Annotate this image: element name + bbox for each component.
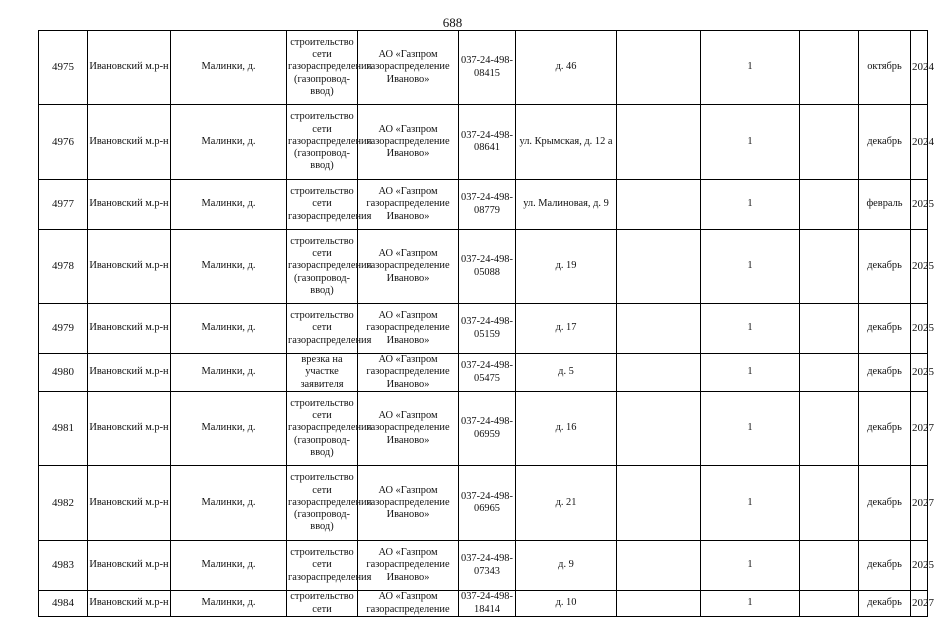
empty-cell <box>617 392 701 466</box>
work-type-cell: строительство сети газораспределения <box>287 304 358 354</box>
quantity-cell: 1 <box>701 180 800 230</box>
application-code-cell: 037-24-498-05088 <box>459 230 516 304</box>
application-code-cell: 037-24-498-18414 <box>459 591 516 617</box>
empty-cell <box>800 180 859 230</box>
record-number-cell: 4979 <box>39 304 88 354</box>
year-cell: 2027 <box>911 591 928 617</box>
organization-cell: АО «Газпром газораспределение Иваново» <box>358 304 459 354</box>
empty-cell <box>800 591 859 617</box>
empty-cell <box>617 591 701 617</box>
empty-cell <box>800 31 859 105</box>
application-code-cell: 037-24-498-06965 <box>459 466 516 541</box>
empty-cell <box>800 392 859 466</box>
quantity-cell: 1 <box>701 591 800 617</box>
gasification-registry-table <box>38 30 934 617</box>
work-type-cell: строительство сети газораспределения (газопровод-ввод) <box>287 392 358 466</box>
table-row <box>39 31 928 105</box>
organization-cell: АО «Газпром газораспределение Иваново» <box>358 180 459 230</box>
record-number-cell: 4984 <box>39 591 88 617</box>
month-cell: декабрь <box>859 541 911 591</box>
district-cell: Ивановский м.р-н <box>88 591 171 617</box>
month-cell: октябрь <box>859 31 911 105</box>
address-cell: д. 46 <box>516 31 617 105</box>
record-number-cell: 4978 <box>39 230 88 304</box>
empty-cell <box>617 466 701 541</box>
empty-cell <box>617 541 701 591</box>
page-number: 688 <box>442 15 463 30</box>
quantity-cell: 1 <box>701 230 800 304</box>
month-cell: декабрь <box>859 304 911 354</box>
empty-cell <box>800 466 859 541</box>
record-number-cell: 4982 <box>39 466 88 541</box>
empty-cell <box>617 180 701 230</box>
table-row <box>39 392 928 466</box>
application-code-cell: 037-24-498-08641 <box>459 105 516 180</box>
record-number-cell: 4975 <box>39 31 88 105</box>
month-cell: февраль <box>859 180 911 230</box>
month-cell: декабрь <box>859 230 911 304</box>
month-cell: декабрь <box>859 105 911 180</box>
year-cell: 2025 <box>911 180 928 230</box>
organization-cell: АО «Газпром газораспределение <box>358 591 459 617</box>
address-cell: д. 5 <box>516 354 617 392</box>
quantity-cell: 1 <box>701 105 800 180</box>
organization-cell: АО «Газпром газораспределение Иваново» <box>358 354 459 392</box>
quantity-cell: 1 <box>701 354 800 392</box>
organization-cell: АО «Газпром газораспределение Иваново» <box>358 541 459 591</box>
year-cell: 2025 <box>911 304 928 354</box>
quantity-cell: 1 <box>701 392 800 466</box>
month-cell: декабрь <box>859 466 911 541</box>
year-cell: 2024 <box>911 105 928 180</box>
table-row <box>39 230 928 304</box>
empty-cell <box>617 105 701 180</box>
year-cell: 2027 <box>911 392 928 466</box>
work-type-cell: врезка на участке заявителя <box>287 354 358 392</box>
work-type-cell: строительство сети газораспределения <box>287 541 358 591</box>
year-cell: 2024 <box>911 31 928 105</box>
address-cell: ул. Крымская, д. 12 а <box>516 105 617 180</box>
organization-cell: АО «Газпром газораспределение Иваново» <box>358 31 459 105</box>
work-type-cell: строительство сети газораспределения (газопровод-ввод) <box>287 31 358 105</box>
application-code-cell: 037-24-498-05159 <box>459 304 516 354</box>
empty-cell <box>617 230 701 304</box>
year-cell: 2025 <box>911 230 928 304</box>
address-cell: д. 16 <box>516 392 617 466</box>
address-cell: ул. Малиновая, д. 9 <box>516 180 617 230</box>
empty-cell <box>800 304 859 354</box>
locality-cell: Малинки, д. <box>171 31 287 105</box>
district-cell: Ивановский м.р-н <box>88 105 171 180</box>
table-body <box>39 31 934 617</box>
district-cell: Ивановский м.р-н <box>88 31 171 105</box>
organization-cell: АО «Газпром газораспределение Иваново» <box>358 105 459 180</box>
address-cell: д. 9 <box>516 541 617 591</box>
organization-cell: АО «Газпром газораспределение Иваново» <box>358 392 459 466</box>
application-code-cell: 037-24-498-08779 <box>459 180 516 230</box>
empty-cell <box>617 31 701 105</box>
work-type-cell: строительство сети газораспределения (газопровод-ввод) <box>287 230 358 304</box>
quantity-cell: 1 <box>701 31 800 105</box>
locality-cell: Малинки, д. <box>171 180 287 230</box>
work-type-cell: строительство сети газораспределения <box>287 180 358 230</box>
organization-cell: АО «Газпром газораспределение Иваново» <box>358 466 459 541</box>
table-row <box>39 591 928 617</box>
year-cell: 2027 <box>911 466 928 541</box>
year-cell: 2025 <box>911 541 928 591</box>
work-type-cell: строительство сети газораспределения (газопровод-ввод) <box>287 466 358 541</box>
empty-cell <box>617 304 701 354</box>
quantity-cell: 1 <box>701 541 800 591</box>
locality-cell: Малинки, д. <box>171 591 287 617</box>
table-row <box>39 466 928 541</box>
district-cell: Ивановский м.р-н <box>88 392 171 466</box>
month-cell: декабрь <box>859 392 911 466</box>
address-cell: д. 21 <box>516 466 617 541</box>
application-code-cell: 037-24-498-06959 <box>459 392 516 466</box>
month-cell: декабрь <box>859 591 911 617</box>
locality-cell: Малинки, д. <box>171 354 287 392</box>
empty-cell <box>800 541 859 591</box>
month-cell: декабрь <box>859 354 911 392</box>
address-cell: д. 17 <box>516 304 617 354</box>
locality-cell: Малинки, д. <box>171 392 287 466</box>
organization-cell: АО «Газпром газораспределение Иваново» <box>358 230 459 304</box>
locality-cell: Малинки, д. <box>171 105 287 180</box>
table-row <box>39 541 928 591</box>
year-cell: 2025 <box>911 354 928 392</box>
record-number-cell: 4981 <box>39 392 88 466</box>
address-cell: д. 10 <box>516 591 617 617</box>
empty-cell <box>800 105 859 180</box>
record-number-cell: 4977 <box>39 180 88 230</box>
table-row <box>39 304 928 354</box>
quantity-cell: 1 <box>701 466 800 541</box>
locality-cell: Малинки, д. <box>171 304 287 354</box>
empty-cell <box>800 230 859 304</box>
record-number-cell: 4980 <box>39 354 88 392</box>
locality-cell: Малинки, д. <box>171 466 287 541</box>
record-number-cell: 4983 <box>39 541 88 591</box>
district-cell: Ивановский м.р-н <box>88 466 171 541</box>
empty-cell <box>617 354 701 392</box>
locality-cell: Малинки, д. <box>171 230 287 304</box>
application-code-cell: 037-24-498-05475 <box>459 354 516 392</box>
district-cell: Ивановский м.р-н <box>88 354 171 392</box>
table-row <box>39 354 928 392</box>
work-type-cell: строительство сети <box>287 591 358 617</box>
address-cell: д. 19 <box>516 230 617 304</box>
work-type-cell: строительство сети газораспределения (газопровод-ввод) <box>287 105 358 180</box>
district-cell: Ивановский м.р-н <box>88 230 171 304</box>
application-code-cell: 037-24-498-07343 <box>459 541 516 591</box>
district-cell: Ивановский м.р-н <box>88 304 171 354</box>
table-row <box>39 105 928 180</box>
empty-cell <box>800 354 859 392</box>
locality-cell: Малинки, д. <box>171 541 287 591</box>
record-number-cell: 4976 <box>39 105 88 180</box>
quantity-cell: 1 <box>701 304 800 354</box>
application-code-cell: 037-24-498-08415 <box>459 31 516 105</box>
table-row <box>39 180 928 230</box>
district-cell: Ивановский м.р-н <box>88 180 171 230</box>
district-cell: Ивановский м.р-н <box>88 541 171 591</box>
